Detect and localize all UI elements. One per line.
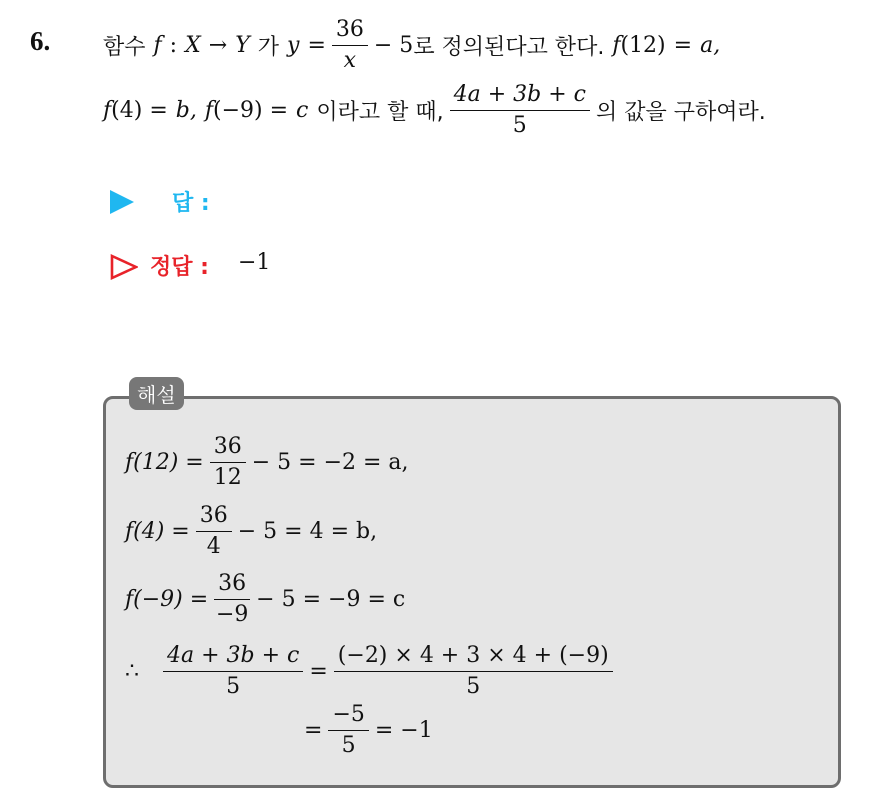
fraction-numerator: 4a + 3b + c (450, 82, 590, 110)
fraction-numerator: 36 (210, 434, 246, 462)
var-b: b, (175, 97, 197, 123)
fraction-numerator: 36 (332, 17, 368, 45)
minus-five: − 5 (373, 32, 414, 58)
lhs: f(12) = (125, 449, 204, 475)
fraction-denominator: 5 (512, 112, 527, 138)
text-definition: 로 정의된다고 한다. (413, 34, 605, 60)
fraction-denominator: 5 (466, 673, 481, 699)
var-f: f (612, 32, 621, 58)
fraction-denominator: 12 (213, 464, 242, 490)
text-question: 의 값을 구하여라. (595, 99, 766, 125)
problem-line-1 (103, 10, 720, 80)
fraction (163, 643, 303, 699)
fraction (214, 571, 250, 627)
arrow-symbol: → (208, 32, 228, 58)
fraction-numerator: 4a + 3b + c (163, 643, 303, 671)
solution-line-4 (125, 638, 619, 704)
var-f: f (204, 97, 213, 123)
fraction (328, 702, 368, 758)
problem-number: 6. (30, 26, 51, 56)
var-y: y (287, 32, 300, 58)
fraction-numerator: −5 (328, 702, 368, 730)
fraction-denominator: −9 (215, 601, 249, 627)
solution-line-2 (125, 500, 377, 562)
rhs: = −1 (374, 717, 433, 743)
fraction (196, 503, 232, 559)
var-c: c (296, 97, 309, 123)
text-condition: 이라고 할 때, (316, 99, 444, 125)
equals: = (673, 32, 693, 58)
var-Y: Y (235, 32, 250, 58)
arg-minus-9: (−9) = (212, 97, 289, 123)
answer-label: 답 : (172, 191, 210, 216)
fraction-denominator: 4 (206, 533, 221, 559)
equals: = (307, 32, 326, 58)
rhs: − 5 = −2 = a, (251, 449, 409, 475)
lhs: f(−9) = (125, 586, 209, 612)
fraction-expression (450, 82, 590, 138)
solution-tag: 해설 (129, 377, 184, 410)
arg-12: (12) (620, 32, 666, 58)
var-a: a, (700, 32, 721, 58)
fraction-denominator: 5 (226, 673, 241, 699)
text-hamsu: 함수 (103, 34, 146, 60)
solution-line-3 (125, 568, 405, 630)
text-ga: 가 (257, 34, 279, 60)
fraction-numerator: 36 (214, 571, 250, 599)
fraction-numerator: (−2) × 4 + 3 × 4 + (−9) (334, 643, 613, 671)
correct-value: −1 (238, 250, 271, 275)
correct-label: 정답 : (150, 255, 209, 280)
var-X: X (185, 32, 201, 58)
fraction (334, 643, 613, 699)
var-f: f (153, 32, 162, 58)
arg-4: (4) = (111, 97, 168, 123)
fraction-36-over-x (332, 17, 368, 73)
fraction-denominator: x (343, 47, 357, 73)
problem-line-2 (103, 80, 766, 140)
var-f: f (103, 97, 112, 123)
therefore-symbol: ∴ (125, 658, 139, 684)
answer-arrow-icon (110, 190, 134, 214)
fraction-denominator: 5 (341, 732, 356, 758)
correct-arrow-icon (110, 254, 138, 280)
colon: : (169, 32, 178, 58)
solution-line-5 (304, 700, 433, 760)
equals: = (309, 658, 328, 684)
fraction (210, 434, 246, 490)
equals: = (304, 717, 323, 743)
rhs: − 5 = −9 = c (256, 586, 406, 612)
rhs: − 5 = 4 = b, (237, 518, 378, 544)
lhs: f(4) = (125, 518, 190, 544)
fraction-numerator: 36 (196, 503, 232, 531)
solution-line-1 (125, 430, 409, 494)
